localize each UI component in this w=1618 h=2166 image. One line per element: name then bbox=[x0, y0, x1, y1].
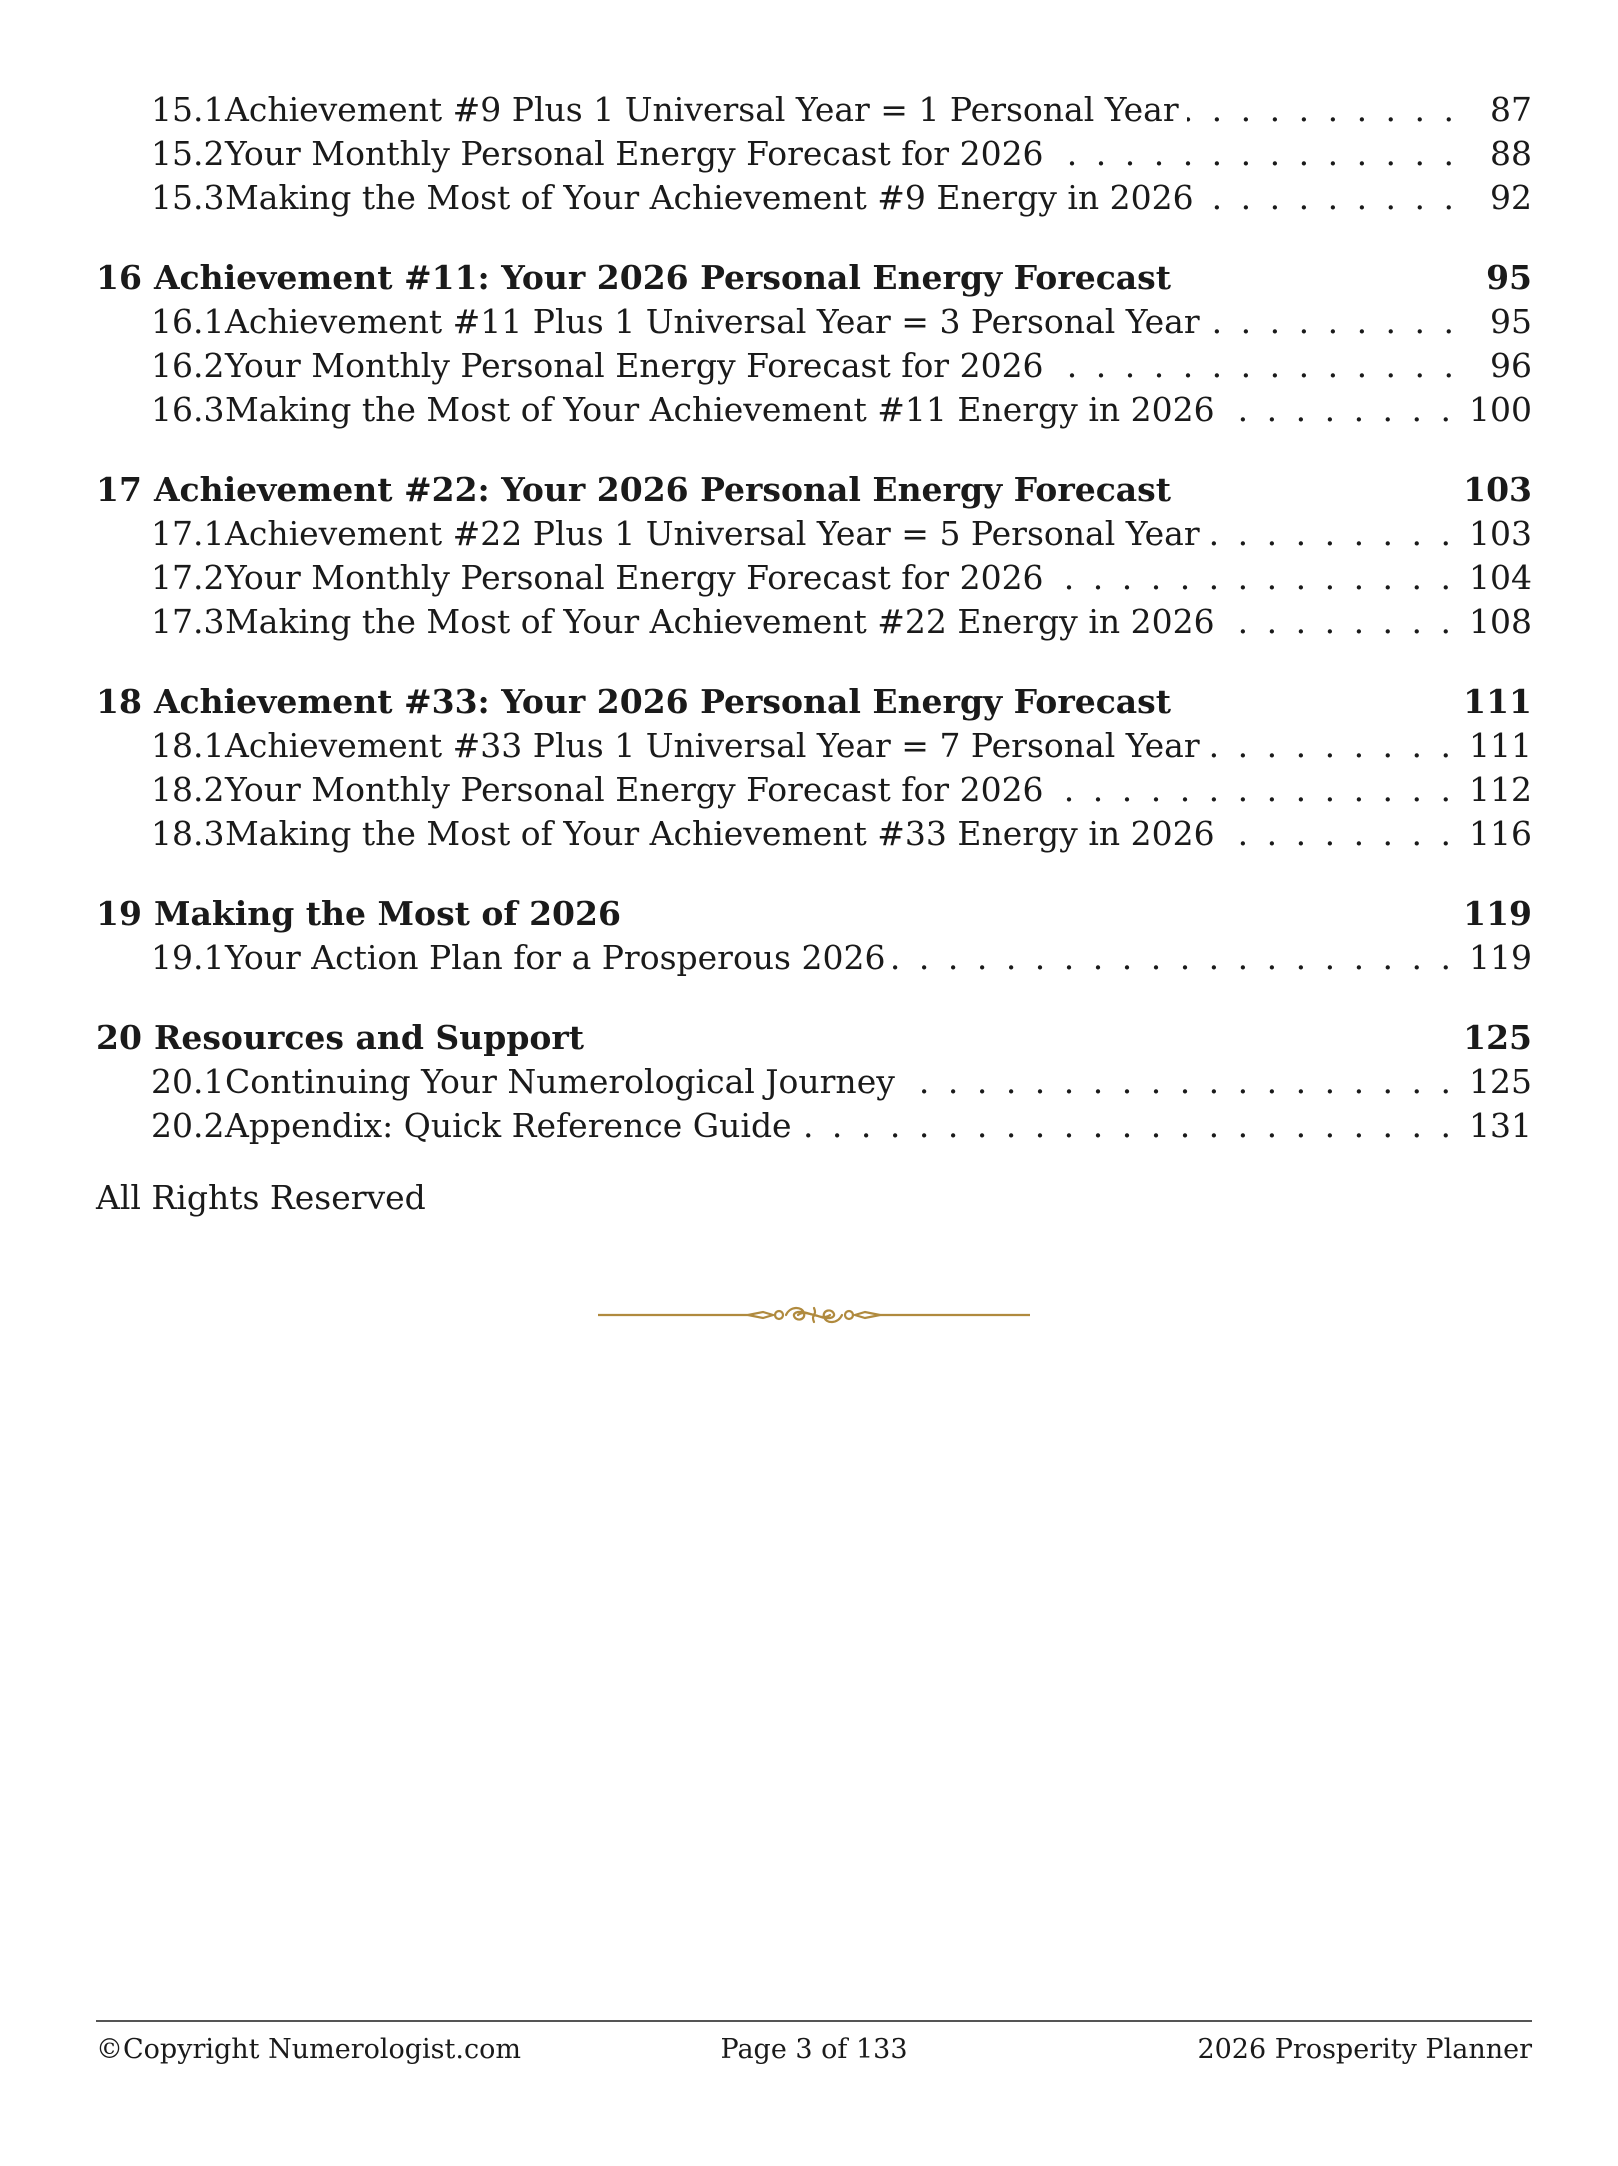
toc-entry-number: 16.3 bbox=[151, 390, 225, 429]
toc-entry-page: 108 bbox=[1469, 602, 1532, 641]
toc-entry-number: 20.1 bbox=[151, 1062, 225, 1101]
toc-entry-title: Continuing Your Numerological Journey bbox=[225, 1062, 895, 1101]
toc-section-entry[interactable] bbox=[96, 300, 1532, 344]
toc-entry-title: Making the Most of Your Achievement #33 Energy in 2026 bbox=[225, 814, 1215, 853]
toc-entry-page: 111 bbox=[1469, 726, 1532, 765]
toc-section-entry[interactable] bbox=[96, 344, 1532, 388]
toc-entry-title: Your Monthly Personal Energy Forecast for 2026 bbox=[225, 346, 1044, 385]
toc-entry-title: Your Monthly Personal Energy Forecast for 2026 bbox=[225, 770, 1044, 809]
toc-entry-page: 125 bbox=[1469, 1062, 1532, 1101]
toc-entry-number: 15.1 bbox=[151, 90, 225, 129]
toc-entry-page: 119 bbox=[1469, 938, 1532, 977]
toc-entry-page: 95 bbox=[1486, 258, 1532, 297]
toc-entry-page: 87 bbox=[1490, 90, 1532, 129]
toc-section-entry[interactable] bbox=[96, 724, 1532, 768]
toc-leader-dots bbox=[1208, 724, 1455, 768]
toc-entry-number: 15.2 bbox=[151, 134, 225, 173]
toc-entry-page: 95 bbox=[1490, 302, 1532, 341]
toc-entry-number: 18.1 bbox=[151, 726, 225, 765]
toc-entry-number: 18 bbox=[96, 682, 142, 721]
toc-entry-number: 19 bbox=[96, 894, 142, 933]
toc-leader-dots bbox=[800, 1104, 1455, 1148]
toc-entry-number: 17.1 bbox=[151, 514, 225, 553]
toc-chapter-entry[interactable] bbox=[96, 1016, 1532, 1060]
toc-leader-dots bbox=[1202, 176, 1458, 220]
toc-entry-title: Appendix: Quick Reference Guide bbox=[225, 1106, 792, 1145]
toc-leader-dots bbox=[903, 1060, 1455, 1104]
toc-entry-title: Achievement #11 Plus 1 Universal Year = 3 Personal Year bbox=[225, 302, 1200, 341]
toc-entry-number: 19.1 bbox=[151, 938, 225, 977]
footer-page-number: Page 3 of 133 bbox=[720, 2034, 908, 2065]
toc-section-entry[interactable] bbox=[96, 1104, 1532, 1148]
toc-entry-number: 16.1 bbox=[151, 302, 225, 341]
toc-entry-title: Making the Most of Your Achievement #22 Energy in 2026 bbox=[225, 602, 1215, 641]
toc-entry-title: Achievement #11: Your 2026 Personal Energy Forecast bbox=[153, 258, 1171, 297]
toc-entry-title: Achievement #22: Your 2026 Personal Energy Forecast bbox=[153, 470, 1171, 509]
toc-entry-number: 16.2 bbox=[151, 346, 225, 385]
toc-section-entry[interactable] bbox=[96, 812, 1532, 856]
toc-chapter-entry[interactable] bbox=[96, 680, 1532, 724]
toc-entry-page: 131 bbox=[1469, 1106, 1532, 1145]
toc-section-entry[interactable] bbox=[96, 176, 1532, 220]
toc-entry-number: 20.2 bbox=[151, 1106, 225, 1145]
rights-notice: All Rights Reserved bbox=[96, 1178, 426, 1217]
toc-section-entry[interactable] bbox=[96, 600, 1532, 644]
toc-entry-page: 119 bbox=[1463, 894, 1532, 933]
page-footer bbox=[96, 2030, 1532, 2070]
flourish-divider-icon bbox=[598, 1300, 1030, 1330]
toc-section-entry[interactable] bbox=[96, 1060, 1532, 1104]
toc-leader-dots bbox=[1208, 300, 1458, 344]
toc-entry-page: 100 bbox=[1469, 390, 1532, 429]
toc-section-entry[interactable] bbox=[96, 88, 1532, 132]
footer-book-title: 2026 Prosperity Planner bbox=[1197, 2034, 1532, 2065]
toc-entry-page: 116 bbox=[1469, 814, 1532, 853]
toc-entry-page: 125 bbox=[1463, 1018, 1532, 1057]
toc-leader-dots bbox=[1208, 512, 1455, 556]
toc-leader-dots bbox=[1187, 88, 1458, 132]
toc-chapter-entry[interactable] bbox=[96, 892, 1532, 936]
toc-leader-dots bbox=[1223, 600, 1455, 644]
toc-entry-page: 88 bbox=[1490, 134, 1532, 173]
toc-entry-number: 16 bbox=[96, 258, 142, 297]
toc-entry-title: Achievement #22 Plus 1 Universal Year = 5 Personal Year bbox=[225, 514, 1200, 553]
toc-leader-dots bbox=[1052, 768, 1455, 812]
toc-entry-title: Making the Most of Your Achievement #9 Energy in 2026 bbox=[225, 178, 1194, 217]
toc-entry-title: Achievement #9 Plus 1 Universal Year = 1 Personal Year bbox=[225, 90, 1179, 129]
toc-leader-dots bbox=[1052, 556, 1455, 600]
toc-section-entry[interactable] bbox=[96, 768, 1532, 812]
toc-entry-page: 104 bbox=[1469, 558, 1532, 597]
toc-entry-title: Resources and Support bbox=[153, 1018, 585, 1057]
toc-entry-title: Making the Most of Your Achievement #11 Energy in 2026 bbox=[225, 390, 1215, 429]
footer-copyright: ©Copyright Numerologist.com bbox=[96, 2034, 521, 2065]
table-of-contents bbox=[96, 88, 1532, 1148]
toc-entry-number: 18.2 bbox=[151, 770, 225, 809]
toc-section-entry[interactable] bbox=[96, 936, 1532, 980]
toc-leader-dots bbox=[1223, 812, 1455, 856]
toc-entry-title: Achievement #33 Plus 1 Universal Year = 7 Personal Year bbox=[225, 726, 1200, 765]
toc-section-entry[interactable] bbox=[96, 512, 1532, 556]
toc-entry-number: 18.3 bbox=[151, 814, 225, 853]
toc-entry-page: 111 bbox=[1463, 682, 1532, 721]
toc-entry-number: 17.3 bbox=[151, 602, 225, 641]
toc-entry-title: Achievement #33: Your 2026 Personal Energy Forecast bbox=[153, 682, 1171, 721]
toc-section-entry[interactable] bbox=[96, 556, 1532, 600]
toc-chapter-entry[interactable] bbox=[96, 468, 1532, 512]
toc-entry-number: 15.3 bbox=[151, 178, 225, 217]
toc-entry-number: 20 bbox=[96, 1018, 142, 1057]
toc-entry-title: Your Monthly Personal Energy Forecast for 2026 bbox=[225, 558, 1044, 597]
toc-entry-page: 96 bbox=[1490, 346, 1532, 385]
toc-entry-page: 112 bbox=[1469, 770, 1532, 809]
footer-rule bbox=[96, 2020, 1532, 2022]
toc-section-entry[interactable] bbox=[96, 132, 1532, 176]
toc-entry-page: 92 bbox=[1490, 178, 1532, 217]
toc-chapter-entry[interactable] bbox=[96, 256, 1532, 300]
toc-entry-page: 103 bbox=[1469, 514, 1532, 553]
toc-entry-title: Making the Most of 2026 bbox=[153, 894, 621, 933]
toc-entry-title: Your Action Plan for a Prosperous 2026 bbox=[225, 938, 886, 977]
toc-leader-dots bbox=[1223, 388, 1455, 432]
toc-section-entry[interactable] bbox=[96, 388, 1532, 432]
toc-leader-dots bbox=[1052, 132, 1458, 176]
toc-entry-number: 17.2 bbox=[151, 558, 225, 597]
toc-entry-number: 17 bbox=[96, 470, 142, 509]
toc-entry-title: Your Monthly Personal Energy Forecast for 2026 bbox=[225, 134, 1044, 173]
toc-entry-page: 103 bbox=[1463, 470, 1532, 509]
toc-leader-dots bbox=[893, 936, 1455, 980]
toc-leader-dots bbox=[1052, 344, 1458, 388]
